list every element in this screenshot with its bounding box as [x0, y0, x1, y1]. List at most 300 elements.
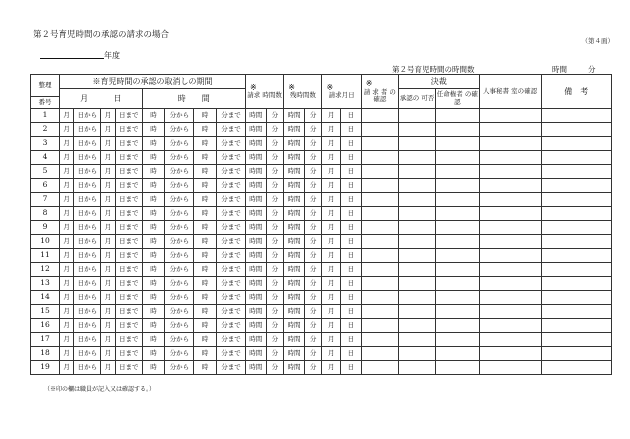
- row-cell-c8[interactable]: 分まで: [217, 109, 246, 123]
- row-cell-c8[interactable]: 分まで: [217, 291, 246, 305]
- row-cell-c14[interactable]: 日: [341, 333, 362, 347]
- row-cell-c2[interactable]: 日から: [74, 277, 101, 291]
- row-cell-c14[interactable]: 日: [341, 193, 362, 207]
- row-cell-c6[interactable]: 分から: [165, 151, 194, 165]
- row-cell-c1[interactable]: 月: [59, 193, 73, 207]
- row-cell-c5[interactable]: 時: [142, 193, 165, 207]
- row-cell-c7[interactable]: 時: [194, 137, 217, 151]
- row-cell-c5[interactable]: 時: [142, 249, 165, 263]
- row-cell-c9[interactable]: 時間: [245, 123, 266, 137]
- row-cell-c13[interactable]: 月: [322, 249, 341, 263]
- row-blank-cell[interactable]: [361, 333, 398, 347]
- row-cell-c8[interactable]: 分まで: [217, 151, 246, 165]
- row-cell-c3[interactable]: 月: [101, 109, 115, 123]
- row-blank-cell[interactable]: [398, 361, 435, 375]
- row-blank-cell[interactable]: [436, 361, 479, 375]
- row-blank-cell[interactable]: [541, 249, 611, 263]
- row-cell-c5[interactable]: 時: [142, 263, 165, 277]
- row-blank-cell[interactable]: [398, 319, 435, 333]
- row-cell-c12[interactable]: 分: [304, 137, 322, 151]
- row-cell-c14[interactable]: 日: [341, 263, 362, 277]
- row-cell-c8[interactable]: 分まで: [217, 179, 246, 193]
- row-cell-c10[interactable]: 分: [266, 277, 284, 291]
- row-blank-cell[interactable]: [398, 123, 435, 137]
- row-cell-c2[interactable]: 日から: [74, 319, 101, 333]
- row-blank-cell[interactable]: [398, 165, 435, 179]
- row-cell-c1[interactable]: 月: [59, 249, 73, 263]
- row-blank-cell[interactable]: [361, 361, 398, 375]
- row-cell-c7[interactable]: 時: [194, 207, 217, 221]
- row-blank-cell[interactable]: [541, 305, 611, 319]
- row-blank-cell[interactable]: [436, 347, 479, 361]
- row-cell-c5[interactable]: 時: [142, 165, 165, 179]
- row-cell-c13[interactable]: 月: [322, 319, 341, 333]
- row-blank-cell[interactable]: [541, 151, 611, 165]
- row-cell-c3[interactable]: 月: [101, 277, 115, 291]
- row-cell-c4[interactable]: 日まで: [115, 151, 142, 165]
- row-cell-c10[interactable]: 分: [266, 221, 284, 235]
- row-cell-c14[interactable]: 日: [341, 347, 362, 361]
- row-blank-cell[interactable]: [398, 221, 435, 235]
- row-blank-cell[interactable]: [398, 235, 435, 249]
- row-cell-c12[interactable]: 分: [304, 347, 322, 361]
- row-cell-c12[interactable]: 分: [304, 263, 322, 277]
- row-cell-c1[interactable]: 月: [59, 263, 73, 277]
- row-blank-cell[interactable]: [361, 193, 398, 207]
- row-cell-c9[interactable]: 時間: [245, 221, 266, 235]
- row-blank-cell[interactable]: [541, 263, 611, 277]
- row-cell-c1[interactable]: 月: [59, 221, 73, 235]
- row-cell-c10[interactable]: 分: [266, 109, 284, 123]
- row-cell-c13[interactable]: 月: [322, 193, 341, 207]
- row-blank-cell[interactable]: [436, 151, 479, 165]
- row-blank-cell[interactable]: [479, 291, 541, 305]
- row-cell-c11[interactable]: 時間: [284, 319, 305, 333]
- row-cell-c10[interactable]: 分: [266, 361, 284, 375]
- row-cell-c7[interactable]: 時: [194, 291, 217, 305]
- row-blank-cell[interactable]: [398, 263, 435, 277]
- row-cell-c4[interactable]: 日まで: [115, 291, 142, 305]
- row-blank-cell[interactable]: [398, 277, 435, 291]
- row-blank-cell[interactable]: [398, 207, 435, 221]
- row-cell-c1[interactable]: 月: [59, 123, 73, 137]
- row-cell-c7[interactable]: 時: [194, 235, 217, 249]
- row-cell-c13[interactable]: 月: [322, 151, 341, 165]
- row-blank-cell[interactable]: [398, 137, 435, 151]
- row-cell-c10[interactable]: 分: [266, 333, 284, 347]
- row-cell-c7[interactable]: 時: [194, 193, 217, 207]
- row-cell-c5[interactable]: 時: [142, 179, 165, 193]
- row-cell-c3[interactable]: 月: [101, 333, 115, 347]
- row-blank-cell[interactable]: [361, 305, 398, 319]
- row-blank-cell[interactable]: [541, 333, 611, 347]
- row-blank-cell[interactable]: [436, 305, 479, 319]
- row-cell-c14[interactable]: 日: [341, 291, 362, 305]
- row-cell-c7[interactable]: 時: [194, 151, 217, 165]
- row-cell-c2[interactable]: 日から: [74, 137, 101, 151]
- row-cell-c1[interactable]: 月: [59, 109, 73, 123]
- row-cell-c4[interactable]: 日まで: [115, 179, 142, 193]
- row-blank-cell[interactable]: [361, 263, 398, 277]
- row-cell-c2[interactable]: 日から: [74, 207, 101, 221]
- row-cell-c9[interactable]: 時間: [245, 249, 266, 263]
- row-cell-c6[interactable]: 分から: [165, 109, 194, 123]
- row-cell-c13[interactable]: 月: [322, 207, 341, 221]
- row-blank-cell[interactable]: [479, 249, 541, 263]
- row-blank-cell[interactable]: [479, 305, 541, 319]
- row-cell-c6[interactable]: 分から: [165, 193, 194, 207]
- row-cell-c2[interactable]: 日から: [74, 333, 101, 347]
- row-cell-c5[interactable]: 時: [142, 305, 165, 319]
- row-cell-c6[interactable]: 分から: [165, 361, 194, 375]
- row-cell-c7[interactable]: 時: [194, 263, 217, 277]
- row-cell-c7[interactable]: 時: [194, 221, 217, 235]
- row-cell-c13[interactable]: 月: [322, 235, 341, 249]
- row-cell-c11[interactable]: 時間: [284, 137, 305, 151]
- row-blank-cell[interactable]: [541, 179, 611, 193]
- row-cell-c9[interactable]: 時間: [245, 277, 266, 291]
- row-cell-c3[interactable]: 月: [101, 151, 115, 165]
- row-cell-c11[interactable]: 時間: [284, 207, 305, 221]
- row-cell-c1[interactable]: 月: [59, 235, 73, 249]
- row-cell-c9[interactable]: 時間: [245, 263, 266, 277]
- row-cell-c2[interactable]: 日から: [74, 347, 101, 361]
- row-blank-cell[interactable]: [479, 361, 541, 375]
- row-cell-c10[interactable]: 分: [266, 263, 284, 277]
- row-cell-c8[interactable]: 分まで: [217, 263, 246, 277]
- row-cell-c6[interactable]: 分から: [165, 347, 194, 361]
- row-cell-c9[interactable]: 時間: [245, 207, 266, 221]
- row-blank-cell[interactable]: [436, 207, 479, 221]
- row-cell-c14[interactable]: 日: [341, 361, 362, 375]
- row-cell-c3[interactable]: 月: [101, 193, 115, 207]
- row-cell-c7[interactable]: 時: [194, 333, 217, 347]
- row-cell-c7[interactable]: 時: [194, 123, 217, 137]
- row-cell-c2[interactable]: 日から: [74, 235, 101, 249]
- row-blank-cell[interactable]: [361, 165, 398, 179]
- row-cell-c6[interactable]: 分から: [165, 235, 194, 249]
- row-cell-c14[interactable]: 日: [341, 235, 362, 249]
- row-cell-c1[interactable]: 月: [59, 305, 73, 319]
- row-cell-c1[interactable]: 月: [59, 207, 73, 221]
- row-blank-cell[interactable]: [436, 179, 479, 193]
- row-blank-cell[interactable]: [361, 235, 398, 249]
- row-cell-c3[interactable]: 月: [101, 291, 115, 305]
- row-cell-c2[interactable]: 日から: [74, 179, 101, 193]
- row-blank-cell[interactable]: [541, 361, 611, 375]
- row-cell-c14[interactable]: 日: [341, 319, 362, 333]
- row-cell-c14[interactable]: 日: [341, 221, 362, 235]
- row-cell-c11[interactable]: 時間: [284, 165, 305, 179]
- row-blank-cell[interactable]: [398, 193, 435, 207]
- row-blank-cell[interactable]: [541, 207, 611, 221]
- row-blank-cell[interactable]: [436, 291, 479, 305]
- row-cell-c5[interactable]: 時: [142, 221, 165, 235]
- row-cell-c12[interactable]: 分: [304, 109, 322, 123]
- row-blank-cell[interactable]: [398, 249, 435, 263]
- row-blank-cell[interactable]: [436, 235, 479, 249]
- row-cell-c5[interactable]: 時: [142, 333, 165, 347]
- row-blank-cell[interactable]: [436, 221, 479, 235]
- row-blank-cell[interactable]: [541, 319, 611, 333]
- row-cell-c13[interactable]: 月: [322, 347, 341, 361]
- row-blank-cell[interactable]: [479, 235, 541, 249]
- row-cell-c1[interactable]: 月: [59, 333, 73, 347]
- row-cell-c6[interactable]: 分から: [165, 207, 194, 221]
- row-cell-c5[interactable]: 時: [142, 109, 165, 123]
- row-cell-c11[interactable]: 時間: [284, 263, 305, 277]
- row-cell-c6[interactable]: 分から: [165, 305, 194, 319]
- row-cell-c4[interactable]: 日まで: [115, 165, 142, 179]
- row-cell-c9[interactable]: 時間: [245, 151, 266, 165]
- row-cell-c4[interactable]: 日まで: [115, 221, 142, 235]
- row-cell-c14[interactable]: 日: [341, 109, 362, 123]
- row-cell-c7[interactable]: 時: [194, 347, 217, 361]
- row-cell-c6[interactable]: 分から: [165, 319, 194, 333]
- row-cell-c6[interactable]: 分から: [165, 249, 194, 263]
- row-cell-c11[interactable]: 時間: [284, 291, 305, 305]
- row-cell-c8[interactable]: 分まで: [217, 221, 246, 235]
- row-blank-cell[interactable]: [398, 347, 435, 361]
- row-cell-c10[interactable]: 分: [266, 123, 284, 137]
- row-cell-c8[interactable]: 分まで: [217, 123, 246, 137]
- row-cell-c10[interactable]: 分: [266, 249, 284, 263]
- row-cell-c10[interactable]: 分: [266, 193, 284, 207]
- row-cell-c12[interactable]: 分: [304, 193, 322, 207]
- row-cell-c7[interactable]: 時: [194, 179, 217, 193]
- row-blank-cell[interactable]: [361, 291, 398, 305]
- row-cell-c12[interactable]: 分: [304, 221, 322, 235]
- row-cell-c4[interactable]: 日まで: [115, 333, 142, 347]
- row-cell-c1[interactable]: 月: [59, 319, 73, 333]
- row-cell-c11[interactable]: 時間: [284, 123, 305, 137]
- row-cell-c2[interactable]: 日から: [74, 291, 101, 305]
- row-cell-c12[interactable]: 分: [304, 207, 322, 221]
- row-cell-c2[interactable]: 日から: [74, 305, 101, 319]
- row-cell-c11[interactable]: 時間: [284, 193, 305, 207]
- row-cell-c4[interactable]: 日まで: [115, 277, 142, 291]
- row-cell-c14[interactable]: 日: [341, 249, 362, 263]
- row-cell-c13[interactable]: 月: [322, 305, 341, 319]
- row-cell-c8[interactable]: 分まで: [217, 165, 246, 179]
- row-cell-c4[interactable]: 日まで: [115, 305, 142, 319]
- row-cell-c2[interactable]: 日から: [74, 249, 101, 263]
- row-cell-c9[interactable]: 時間: [245, 179, 266, 193]
- row-cell-c4[interactable]: 日まで: [115, 263, 142, 277]
- row-cell-c8[interactable]: 分まで: [217, 193, 246, 207]
- row-blank-cell[interactable]: [361, 207, 398, 221]
- row-blank-cell[interactable]: [541, 235, 611, 249]
- row-blank-cell[interactable]: [398, 179, 435, 193]
- row-cell-c5[interactable]: 時: [142, 207, 165, 221]
- row-cell-c9[interactable]: 時間: [245, 361, 266, 375]
- row-blank-cell[interactable]: [398, 109, 435, 123]
- row-cell-c6[interactable]: 分から: [165, 123, 194, 137]
- row-cell-c11[interactable]: 時間: [284, 109, 305, 123]
- row-cell-c10[interactable]: 分: [266, 137, 284, 151]
- row-cell-c6[interactable]: 分から: [165, 263, 194, 277]
- row-cell-c7[interactable]: 時: [194, 319, 217, 333]
- row-cell-c6[interactable]: 分から: [165, 221, 194, 235]
- row-blank-cell[interactable]: [541, 109, 611, 123]
- row-cell-c10[interactable]: 分: [266, 291, 284, 305]
- row-blank-cell[interactable]: [479, 221, 541, 235]
- row-cell-c9[interactable]: 時間: [245, 193, 266, 207]
- row-cell-c13[interactable]: 月: [322, 333, 341, 347]
- row-cell-c5[interactable]: 時: [142, 137, 165, 151]
- row-cell-c2[interactable]: 日から: [74, 165, 101, 179]
- row-cell-c8[interactable]: 分まで: [217, 277, 246, 291]
- row-cell-c3[interactable]: 月: [101, 263, 115, 277]
- row-cell-c10[interactable]: 分: [266, 305, 284, 319]
- row-cell-c11[interactable]: 時間: [284, 277, 305, 291]
- row-blank-cell[interactable]: [436, 193, 479, 207]
- row-cell-c13[interactable]: 月: [322, 221, 341, 235]
- row-cell-c12[interactable]: 分: [304, 151, 322, 165]
- row-cell-c3[interactable]: 月: [101, 249, 115, 263]
- row-cell-c3[interactable]: 月: [101, 123, 115, 137]
- row-cell-c8[interactable]: 分まで: [217, 361, 246, 375]
- row-cell-c9[interactable]: 時間: [245, 347, 266, 361]
- row-cell-c3[interactable]: 月: [101, 137, 115, 151]
- row-cell-c1[interactable]: 月: [59, 165, 73, 179]
- row-cell-c8[interactable]: 分まで: [217, 305, 246, 319]
- row-cell-c8[interactable]: 分まで: [217, 319, 246, 333]
- row-blank-cell[interactable]: [479, 333, 541, 347]
- row-cell-c1[interactable]: 月: [59, 179, 73, 193]
- row-cell-c13[interactable]: 月: [322, 123, 341, 137]
- row-cell-c10[interactable]: 分: [266, 319, 284, 333]
- row-blank-cell[interactable]: [361, 277, 398, 291]
- row-blank-cell[interactable]: [541, 123, 611, 137]
- row-blank-cell[interactable]: [541, 193, 611, 207]
- row-cell-c11[interactable]: 時間: [284, 235, 305, 249]
- row-cell-c14[interactable]: 日: [341, 165, 362, 179]
- row-blank-cell[interactable]: [479, 207, 541, 221]
- row-cell-c4[interactable]: 日まで: [115, 193, 142, 207]
- row-cell-c14[interactable]: 日: [341, 123, 362, 137]
- row-cell-c14[interactable]: 日: [341, 207, 362, 221]
- row-cell-c2[interactable]: 日から: [74, 193, 101, 207]
- row-cell-c6[interactable]: 分から: [165, 291, 194, 305]
- row-blank-cell[interactable]: [479, 179, 541, 193]
- row-cell-c4[interactable]: 日まで: [115, 235, 142, 249]
- row-blank-cell[interactable]: [479, 165, 541, 179]
- row-cell-c8[interactable]: 分まで: [217, 249, 246, 263]
- row-cell-c3[interactable]: 月: [101, 221, 115, 235]
- row-blank-cell[interactable]: [479, 277, 541, 291]
- row-cell-c3[interactable]: 月: [101, 207, 115, 221]
- row-cell-c14[interactable]: 日: [341, 305, 362, 319]
- row-cell-c12[interactable]: 分: [304, 333, 322, 347]
- row-cell-c5[interactable]: 時: [142, 235, 165, 249]
- row-cell-c7[interactable]: 時: [194, 249, 217, 263]
- row-cell-c2[interactable]: 日から: [74, 221, 101, 235]
- row-cell-c12[interactable]: 分: [304, 235, 322, 249]
- row-blank-cell[interactable]: [361, 179, 398, 193]
- row-blank-cell[interactable]: [479, 123, 541, 137]
- row-cell-c4[interactable]: 日まで: [115, 319, 142, 333]
- row-cell-c10[interactable]: 分: [266, 179, 284, 193]
- row-cell-c14[interactable]: 日: [341, 137, 362, 151]
- row-cell-c12[interactable]: 分: [304, 165, 322, 179]
- row-blank-cell[interactable]: [541, 221, 611, 235]
- row-cell-c3[interactable]: 月: [101, 319, 115, 333]
- row-cell-c6[interactable]: 分から: [165, 179, 194, 193]
- row-blank-cell[interactable]: [361, 137, 398, 151]
- row-cell-c9[interactable]: 時間: [245, 305, 266, 319]
- row-cell-c9[interactable]: 時間: [245, 109, 266, 123]
- row-cell-c1[interactable]: 月: [59, 347, 73, 361]
- row-cell-c6[interactable]: 分から: [165, 333, 194, 347]
- row-cell-c12[interactable]: 分: [304, 291, 322, 305]
- row-blank-cell[interactable]: [436, 109, 479, 123]
- row-cell-c3[interactable]: 月: [101, 361, 115, 375]
- row-cell-c4[interactable]: 日まで: [115, 347, 142, 361]
- row-blank-cell[interactable]: [398, 151, 435, 165]
- row-blank-cell[interactable]: [361, 123, 398, 137]
- row-blank-cell[interactable]: [479, 319, 541, 333]
- row-cell-c12[interactable]: 分: [304, 277, 322, 291]
- row-blank-cell[interactable]: [541, 165, 611, 179]
- row-cell-c1[interactable]: 月: [59, 137, 73, 151]
- row-cell-c8[interactable]: 分まで: [217, 347, 246, 361]
- row-blank-cell[interactable]: [361, 109, 398, 123]
- row-blank-cell[interactable]: [541, 137, 611, 151]
- row-cell-c7[interactable]: 時: [194, 277, 217, 291]
- row-blank-cell[interactable]: [479, 193, 541, 207]
- row-cell-c9[interactable]: 時間: [245, 235, 266, 249]
- row-cell-c10[interactable]: 分: [266, 347, 284, 361]
- row-cell-c12[interactable]: 分: [304, 361, 322, 375]
- row-cell-c2[interactable]: 日から: [74, 263, 101, 277]
- row-cell-c8[interactable]: 分まで: [217, 207, 246, 221]
- row-cell-c12[interactable]: 分: [304, 249, 322, 263]
- row-cell-c5[interactable]: 時: [142, 151, 165, 165]
- row-blank-cell[interactable]: [541, 277, 611, 291]
- row-cell-c4[interactable]: 日まで: [115, 207, 142, 221]
- row-cell-c3[interactable]: 月: [101, 165, 115, 179]
- row-cell-c3[interactable]: 月: [101, 305, 115, 319]
- row-cell-c2[interactable]: 日から: [74, 109, 101, 123]
- row-cell-c8[interactable]: 分まで: [217, 235, 246, 249]
- row-blank-cell[interactable]: [436, 137, 479, 151]
- row-cell-c7[interactable]: 時: [194, 165, 217, 179]
- row-cell-c6[interactable]: 分から: [165, 277, 194, 291]
- row-blank-cell[interactable]: [541, 347, 611, 361]
- row-cell-c5[interactable]: 時: [142, 291, 165, 305]
- row-cell-c8[interactable]: 分まで: [217, 137, 246, 151]
- row-cell-c10[interactable]: 分: [266, 207, 284, 221]
- row-cell-c9[interactable]: 時間: [245, 137, 266, 151]
- row-cell-c9[interactable]: 時間: [245, 291, 266, 305]
- row-blank-cell[interactable]: [479, 109, 541, 123]
- row-blank-cell[interactable]: [541, 291, 611, 305]
- row-blank-cell[interactable]: [361, 221, 398, 235]
- row-cell-c11[interactable]: 時間: [284, 151, 305, 165]
- row-cell-c13[interactable]: 月: [322, 109, 341, 123]
- row-cell-c9[interactable]: 時間: [245, 165, 266, 179]
- row-cell-c12[interactable]: 分: [304, 305, 322, 319]
- row-cell-c2[interactable]: 日から: [74, 361, 101, 375]
- row-cell-c3[interactable]: 月: [101, 235, 115, 249]
- row-cell-c7[interactable]: 時: [194, 361, 217, 375]
- row-cell-c11[interactable]: 時間: [284, 347, 305, 361]
- row-blank-cell[interactable]: [479, 347, 541, 361]
- row-cell-c4[interactable]: 日まで: [115, 109, 142, 123]
- row-cell-c8[interactable]: 分まで: [217, 333, 246, 347]
- row-cell-c9[interactable]: 時間: [245, 333, 266, 347]
